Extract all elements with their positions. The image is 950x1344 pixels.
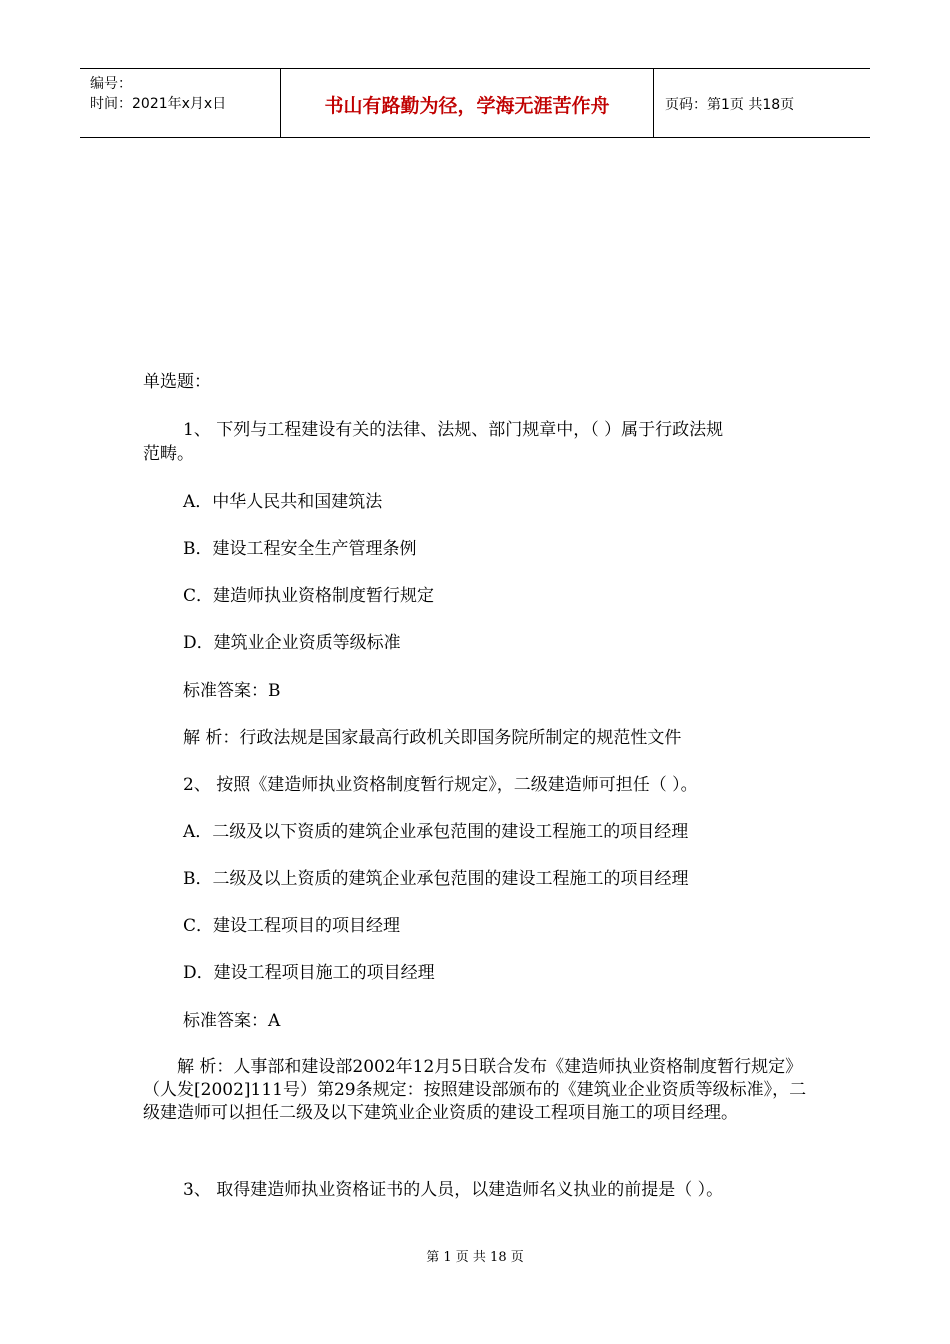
time-label: 时间：2021年x月x日 <box>90 96 227 112</box>
q1-stem-line1: 1、 下列与工程建设有关的法律、法规、部门规章中，（ ）属于行政法规 <box>183 420 724 440</box>
q2-stem: 2、 按照《建造师执业资格制度暂行规定》，二级建造师可担任（ ）。 <box>183 775 698 795</box>
q1-option-a: A．中华人民共和国建筑法 <box>183 492 383 512</box>
q1-stem-line2: 范畴。 <box>143 444 194 464</box>
q2-option-c: C．建设工程项目的项目经理 <box>183 916 401 936</box>
q1-analysis: 解 析：行政法规是国家最高行政机关即国务院所制定的规范性文件 <box>183 728 682 748</box>
serial-label: 编号： <box>90 76 132 92</box>
q2-option-d: D．建设工程项目施工的项目经理 <box>183 963 435 983</box>
q1-option-d: D．建筑业企业资质等级标准 <box>183 633 401 653</box>
header-right-cell <box>655 69 870 137</box>
q3-stem: 3、 取得建造师执业资格证书的人员，以建造师名义执业的前提是（ ）。 <box>183 1180 724 1200</box>
q1-option-b: B．建设工程安全生产管理条例 <box>183 539 417 559</box>
page-header <box>80 68 870 138</box>
page-footer: 第 1 页 共 18 页 <box>426 1250 524 1265</box>
q1-option-c: C．建造师执业资格制度暂行规定 <box>183 586 435 606</box>
header-motto: 书山有路勤为径，学海无涯苦作舟 <box>324 95 610 117</box>
header-page-info: 页码：第1页 共18页 <box>665 97 795 113</box>
q2-analysis: 解 析：人事部和建设部2002年12月5日联合发布《建造师执业资格制度暂行规定》（人发[2002]111号）第29条规定：按照建设部颁布的《建筑业企业资质等级标准》，二级建造师可以担任二级及以下建筑业企业资质的建设工程项目施工的项目经理。 <box>143 1057 807 1123</box>
header-left-cell <box>80 69 281 137</box>
q2-option-b: B．二级及以上资质的建筑企业承包范围的建设工程施工的项目经理 <box>183 869 689 889</box>
q1-answer: 标准答案：B <box>183 681 281 701</box>
header-middle-cell <box>281 69 654 137</box>
q2-option-a: A．二级及以下资质的建筑企业承包范围的建设工程施工的项目经理 <box>183 822 689 842</box>
section-title: 单选题： <box>143 372 211 392</box>
q2-answer: 标准答案：A <box>183 1011 281 1031</box>
